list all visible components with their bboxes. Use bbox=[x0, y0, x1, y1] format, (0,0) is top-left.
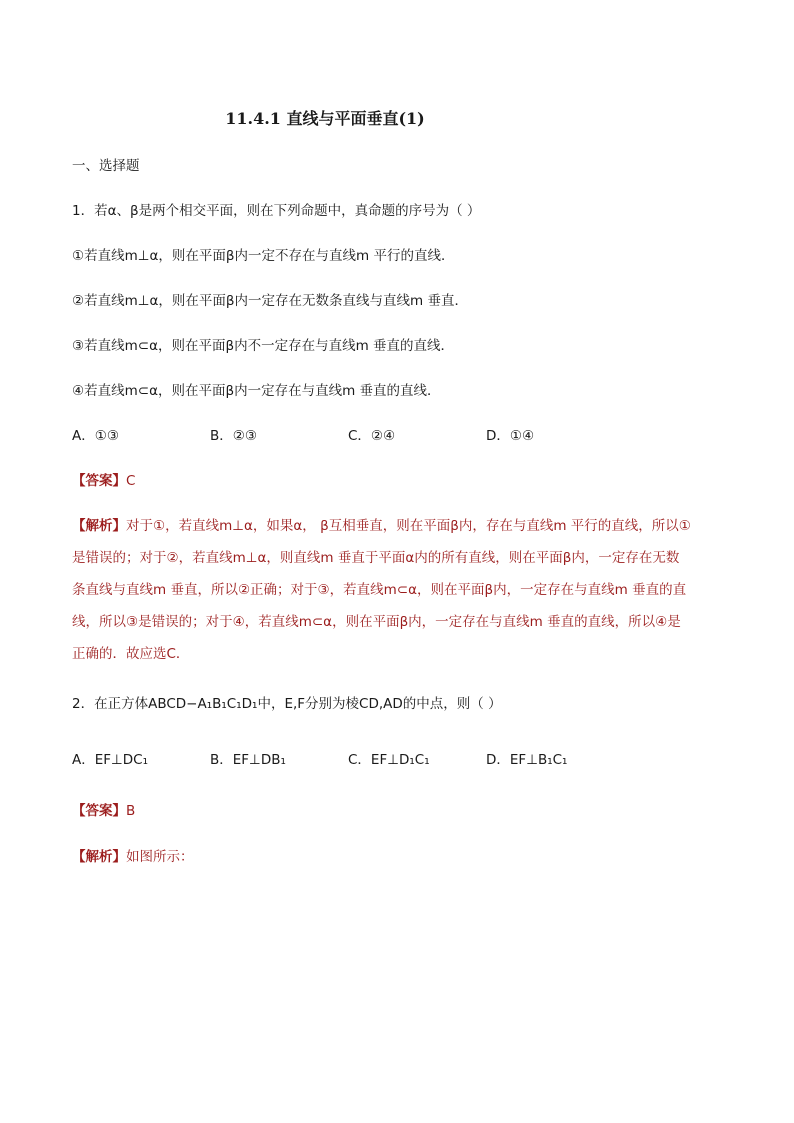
q1-analysis-line-4: 线，所以③是错误的；对于④，若直线m⊂α，则在平面β内，一定存在与直线m 垂直的直线，所以④是 bbox=[72, 614, 681, 630]
q2-option-a: A．EF⊥DC₁ bbox=[72, 752, 149, 768]
q1-analysis-line-3: 条直线与直线m 垂直，所以②正确；对于③，若直线m⊂α，则在平面β内，一定存在与直线m 垂直的直 bbox=[72, 582, 687, 598]
q1-prop-2: ②若直线m⊥α，则在平面β内一定存在无数条直线与直线m 垂直． bbox=[72, 293, 468, 309]
q2-option-d: D．EF⊥B₁C₁ bbox=[486, 752, 568, 768]
q1-prop-3: ③若直线m⊂α，则在平面β内不一定存在与直线m 垂直的直线． bbox=[72, 338, 455, 354]
q1-option-a: A．①③ bbox=[72, 428, 119, 444]
q1-option-d: D．①④ bbox=[486, 428, 535, 444]
q1-analysis-tag: 【解析】 bbox=[72, 518, 126, 534]
q2-stem: 2．在正方体ABCD−A₁B₁C₁D₁中，E,F分别为棱CD,AD的中点，则（ ） bbox=[72, 696, 502, 712]
section-heading: 一、选择题 bbox=[72, 158, 140, 174]
q1-option-c: C．②④ bbox=[348, 428, 396, 444]
q2-option-b: B．EF⊥DB₁ bbox=[210, 752, 286, 768]
q1-analysis-text-1: 对于①，若直线m⊥α，如果α， β互相垂直，则在平面β内，存在与直线m 平行的直线，所以① bbox=[126, 518, 691, 534]
q1-option-b: B．②③ bbox=[210, 428, 257, 444]
q1-answer bbox=[72, 471, 135, 491]
q1-stem: 1．若α、β是两个相交平面，则在下列命题中，真命题的序号为（ ） bbox=[72, 203, 481, 219]
q1-answer-tag: 【答案】 bbox=[72, 473, 126, 489]
q2-option-c: C．EF⊥D₁C₁ bbox=[348, 752, 430, 768]
q1-prop-1: ①若直线m⊥α，则在平面β内一定不存在与直线m 平行的直线． bbox=[72, 248, 455, 264]
q2-answer bbox=[72, 801, 135, 821]
q2-answer-value: B bbox=[126, 803, 136, 819]
q2-analysis-tag: 【解析】 bbox=[72, 849, 126, 865]
q2-analysis bbox=[72, 847, 194, 867]
page-title: 11.4.1 直线与平面垂直(1) bbox=[225, 109, 425, 128]
q1-analysis-line-5: 正确的．故应选C． bbox=[72, 646, 190, 662]
q2-analysis-text: 如图所示： bbox=[126, 849, 194, 865]
q1-analysis-line-2: 是错误的；对于②，若直线m⊥α，则直线m 垂直于平面α内的所有直线，则在平面β内，一定存在无数 bbox=[72, 550, 680, 566]
q1-prop-4: ④若直线m⊂α，则在平面β内一定存在与直线m 垂直的直线． bbox=[72, 383, 441, 399]
q1-answer-value: C bbox=[126, 473, 136, 489]
q2-answer-tag: 【答案】 bbox=[72, 803, 126, 819]
q1-analysis-line-1 bbox=[72, 516, 691, 536]
